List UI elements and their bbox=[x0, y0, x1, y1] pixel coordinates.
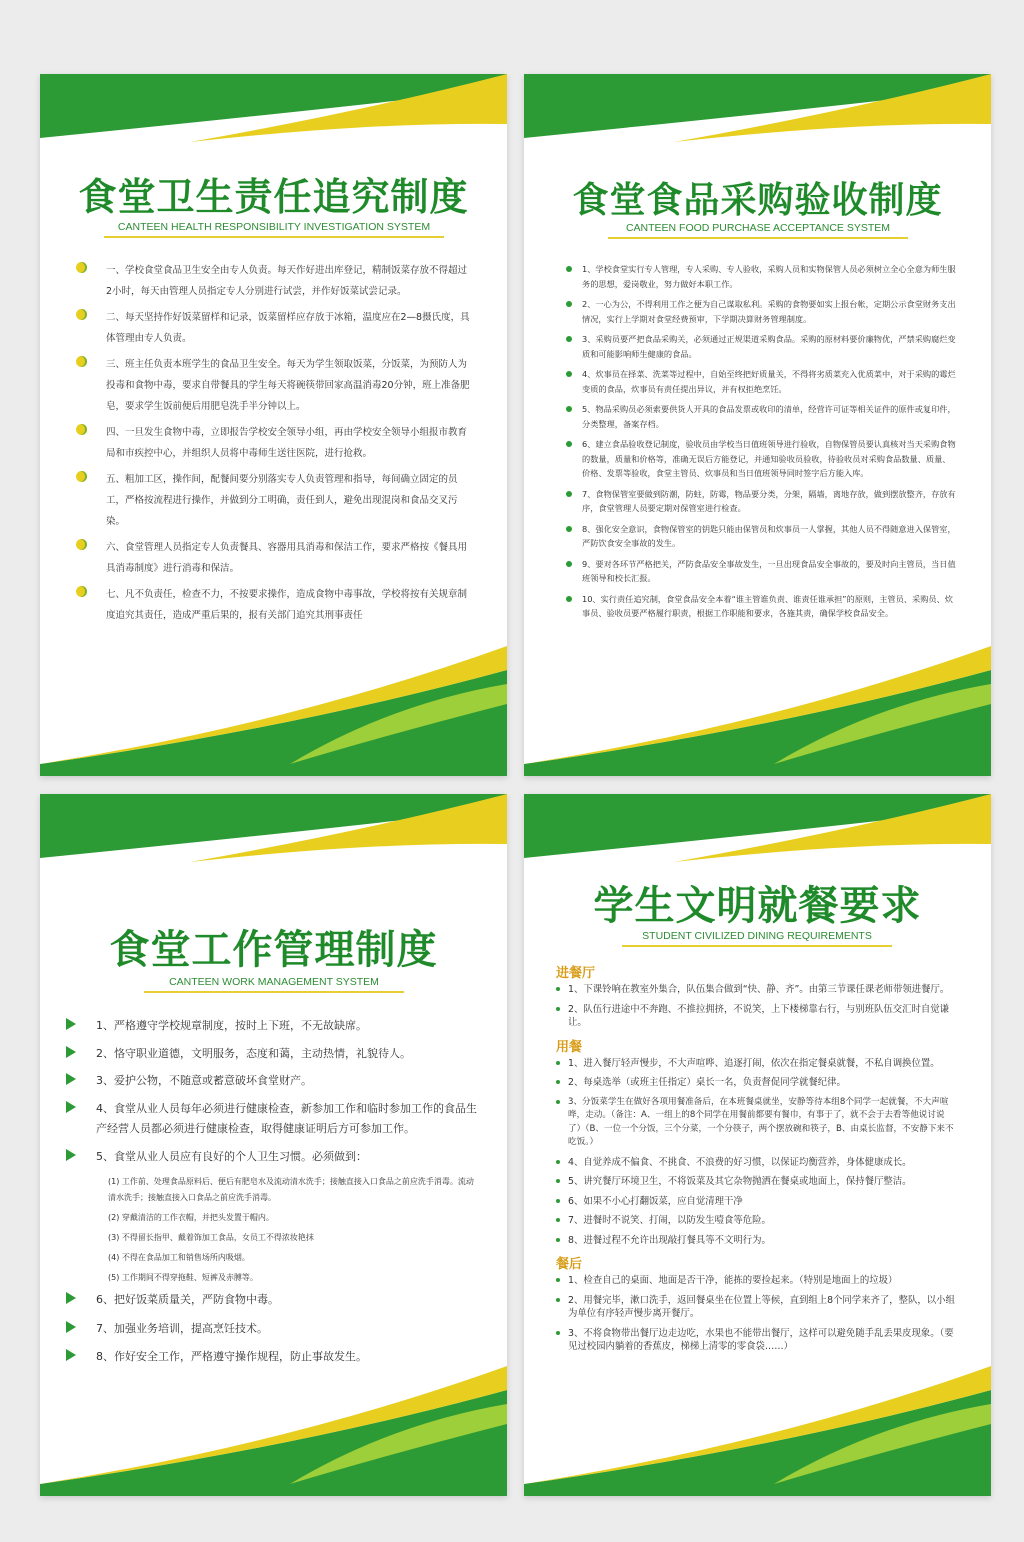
rules-list bbox=[76, 260, 470, 631]
rule-text: 1、检查自己的桌面、地面是否干净，能拣的要捡起来。（特别是地面上的垃圾） bbox=[568, 1275, 898, 1286]
rule-text: 三、班主任负责本班学生的食品卫生安全。每天为学生领取饭菜，分饭菜，为预防人为投毒和食物中毒，要求自带餐具的学生每天将碗筷带回家高温消毒20分钟，班上准备肥皂，要求学生饭前便后用肥皂洗手半分钟以上。 bbox=[106, 359, 470, 412]
poster-work-management bbox=[40, 794, 507, 1496]
rule-text: 二、每天坚持作好饭菜留样和记录，饭菜留样应存放于冰箱，温度应在2—8摄氏度，具体管理由专人负责。 bbox=[106, 312, 470, 344]
rule-text: 五、粗加工区，操作间，配餐间要分别落实专人负责管理和指导，每间确立固定的员工，严格按流程进行操作，并做到分工明确，责任到人，避免出现混岗和食品交叉污染。 bbox=[106, 474, 458, 527]
rule-text: (1) 工作前、处理食品原料后、便后有肥皂水及流动清水洗手；接触直接入口食品之前应洗手消毒。流动清水洗手；接触直接入口食品之前应洗手消毒。 bbox=[108, 1177, 474, 1202]
bullet-dot-icon bbox=[556, 1238, 560, 1242]
rule-item bbox=[556, 1195, 956, 1209]
poster-hygiene-responsibility bbox=[40, 74, 507, 776]
rule-text: (3) 不得留长指甲、戴着饰加工食品，女员工不得浓妆艳抹 bbox=[108, 1233, 314, 1242]
rule-text: 6、如果不小心打翻饭菜，应自觉清理干净 bbox=[568, 1195, 743, 1207]
rule-text: 六、食堂管理人员指定专人负责餐具、容器用具消毒和保洁工作，要求严格按《餐具用具消毒制度》进行消毒和保洁。 bbox=[106, 542, 468, 574]
rule-item bbox=[566, 332, 956, 361]
bullet-dot-icon bbox=[566, 596, 572, 602]
sub-rule-item bbox=[66, 1250, 478, 1266]
triangle-bullet-icon bbox=[66, 1018, 76, 1030]
rule-item bbox=[66, 1347, 478, 1368]
rule-text: 4、食堂从业人员每年必须进行健康检查，新参加工作和临时参加工作的食品生产经营人员都必须进行健康检查，取得健康证明后方可参加工作。 bbox=[96, 1101, 477, 1135]
poster-subtitle: CANTEEN HEALTH RESPONSIBILITY INVESTIGATION SYSTEM bbox=[104, 221, 444, 238]
rule-text: 1、学校食堂实行专人管理，专人采购、专人验收，采购人员和实物保管人员必须树立全心全意为师生服务的思想，爱岗敬业，努力做好本职工作。 bbox=[582, 264, 956, 289]
rule-item bbox=[76, 260, 470, 302]
rule-text: 5、讲究餐厅环境卫生，不将饭菜及其它杂物抛洒在餐桌或地面上，保持餐厅整洁。 bbox=[568, 1176, 912, 1187]
rule-item bbox=[66, 1016, 478, 1037]
rule-item bbox=[556, 1294, 956, 1321]
rule-text: 一、学校食堂食品卫生安全由专人负责。每天作好进出库登记，精制饭菜存放不得超过2小时，每天由管理人员指定专人分别进行试尝，并作好饭菜试尝记录。 bbox=[106, 265, 468, 297]
rule-item bbox=[566, 402, 956, 431]
rule-item bbox=[76, 354, 470, 417]
bullet-dot-icon bbox=[556, 1080, 560, 1084]
triangle-bullet-icon bbox=[66, 1149, 76, 1161]
bullet-dot-icon bbox=[566, 336, 572, 342]
rule-item bbox=[556, 1327, 956, 1354]
bullet-dot-icon bbox=[76, 262, 87, 273]
section-list bbox=[556, 1274, 956, 1354]
rule-text: 7、加强业务培训，提高烹饪技术。 bbox=[96, 1321, 268, 1335]
rule-text: 3、爱护公物，不随意或蓄意破坏食堂财产。 bbox=[96, 1074, 312, 1087]
bullet-dot-icon bbox=[76, 539, 87, 550]
rule-item bbox=[66, 1147, 478, 1168]
rule-item bbox=[556, 1003, 956, 1030]
bullet-dot-icon bbox=[556, 1331, 560, 1335]
bullet-dot-icon bbox=[76, 586, 87, 597]
rule-text: 9、要对各环节严格把关，严防食品安全事故发生，一旦出现食品安全事故的，要及时向主管员，当日值班领导和校长汇报。 bbox=[582, 558, 956, 583]
poster-title: 食堂工作管理制度 bbox=[109, 926, 438, 973]
rule-text: 2、队伍行进途中不奔跑、不推拉拥挤，不说笑，上下楼梯靠右行，与别班队伍交汇时自觉谦让。 bbox=[568, 1003, 949, 1028]
section-list bbox=[556, 1057, 956, 1248]
rule-item bbox=[66, 1290, 478, 1311]
bullet-dot-icon bbox=[556, 1007, 560, 1011]
bullet-dot-icon bbox=[566, 561, 572, 567]
rule-item bbox=[76, 537, 470, 579]
rule-item bbox=[76, 422, 470, 464]
rule-text: 3、分饭菜学生在做好各项用餐准备后，在本班餐桌就坐，安静等待本组8个同学一起就餐，不大声喧哗，走动。（备注：A、一组上的8个同学在用餐前都要有餐巾，有事于了，就不会于去看等他说讨说了）（B、一位一个分饭，三个分菜，一个分筷子，两个摆放碗和筷子，B、由桌长监督，不安静下来不吃饭。） bbox=[568, 1096, 954, 1147]
rule-text: (4) 不得在食品加工和销售场所内吸烟。 bbox=[108, 1253, 250, 1262]
rule-item bbox=[66, 1044, 478, 1065]
poster-title: 食堂卫生责任追究制度 bbox=[78, 174, 469, 219]
rule-item bbox=[566, 487, 956, 516]
bullet-dot-icon bbox=[556, 1199, 560, 1203]
rule-text: 七、凡不负责任，检查不力，不按要求操作，造成食物中毒事故，学校将按有关规章制度追究其责任，造成严重后果的，报有关部门追究其刑事责任 bbox=[106, 589, 468, 621]
rule-text: (5) 工作期间不得穿拖鞋、短裤及赤膊等。 bbox=[108, 1273, 258, 1282]
bullet-dot-icon bbox=[76, 356, 87, 367]
triangle-bullet-icon bbox=[66, 1073, 76, 1085]
rule-text: 8、作好安全工作，严格遵守操作规程，防止事故发生。 bbox=[96, 1350, 367, 1363]
rule-text: 3、采购员要严把食品采购关，必须通过正规渠道采购食品。采购的原材料要价廉物优，严禁采购腐烂变质和可能影响师生健康的食品。 bbox=[582, 334, 956, 359]
rule-text: 5、物品采购员必须索要供货人开具的食品发票或收印的清单，经营许可证等相关证件的原件或复印件，分类整理，备案存档。 bbox=[582, 404, 956, 429]
section-list bbox=[556, 983, 956, 1030]
rule-item bbox=[556, 1175, 956, 1189]
triangle-bullet-icon bbox=[66, 1349, 76, 1361]
rule-item bbox=[66, 1071, 478, 1092]
rule-item bbox=[566, 367, 956, 396]
rule-text: 6、建立食品验收登记制度，验收员由学校当日值班领导进行验收，自物保管员要认真核对当天采购食物的数量，质量和价格等，准确无误后方能登记，并通知验收员验收，待验收员对采购食品数量、质量、价格、发票等验收，食堂主管员、炊事员和当日值班领导同时签字后方能入库。 bbox=[582, 439, 956, 478]
rule-text: 1、严格遵守学校规章制度，按时上下班，不无故缺席。 bbox=[96, 1019, 367, 1032]
poster-title: 食堂食品采购验收制度 bbox=[572, 179, 943, 221]
rule-item bbox=[556, 1214, 956, 1228]
sub-rule-item bbox=[66, 1210, 478, 1226]
section-heading: 餐后 bbox=[556, 1257, 583, 1272]
sub-rule-item bbox=[66, 1174, 478, 1206]
rule-item bbox=[566, 262, 956, 291]
rule-text: 8、强化安全意识，食物保管室的钥匙只能由保管员和炊事员一人掌握，其他人员不得随意进入保管室，严防饮食安全事故的发生。 bbox=[582, 523, 956, 548]
sub-rule-item bbox=[66, 1270, 478, 1286]
triangle-bullet-icon bbox=[66, 1101, 76, 1113]
rule-item bbox=[566, 592, 956, 621]
poster-subtitle: CANTEEN WORK MANAGEMENT SYSTEM bbox=[144, 976, 404, 993]
rule-text: 2、每桌选举（或班主任指定）桌长一名，负责督促同学就餐纪律。 bbox=[568, 1077, 846, 1088]
bullet-dot-icon bbox=[566, 491, 572, 497]
rule-item bbox=[556, 983, 956, 997]
rule-text: 2、恪守职业道德，文明服务，态度和蔼，主动热情，礼貌待人。 bbox=[96, 1046, 411, 1060]
poster-subtitle: STUDENT CIVILIZED DINING REQUIREMENTS bbox=[622, 930, 892, 947]
triangle-bullet-icon bbox=[66, 1046, 76, 1058]
rule-text: 5、食堂从业人员应有良好的个人卫生习惯。必须做到： bbox=[96, 1149, 367, 1163]
bullet-dot-icon bbox=[556, 1298, 560, 1302]
rule-item bbox=[566, 297, 956, 326]
poster-food-purchase bbox=[524, 74, 991, 776]
triangle-bullet-icon bbox=[66, 1321, 76, 1333]
bullet-dot-icon bbox=[566, 266, 572, 272]
bullet-dot-icon bbox=[76, 471, 87, 482]
rule-text: 4、自觉养成不偏食、不挑食、不浪费的好习惯，以保证均衡营养，身体健康成长。 bbox=[568, 1156, 912, 1168]
rule-item bbox=[556, 1156, 956, 1170]
bullet-dot-icon bbox=[556, 1179, 560, 1183]
rule-item bbox=[76, 584, 470, 626]
rule-item bbox=[556, 1274, 956, 1288]
rule-item bbox=[76, 469, 470, 532]
bullet-dot-icon bbox=[566, 371, 572, 377]
rule-text: 4、炊事员在择菜、洗菜等过程中，自始至终把好质量关，不得将劣质菜充入优质菜中，对于采购的霉烂变质的食品，炊事员有责任提出异议，并有权拒绝烹饪。 bbox=[582, 369, 956, 394]
rule-item bbox=[556, 1096, 956, 1150]
rule-text: 7、食物保管室要做到防潮，防蛀，防霉，物品要分类，分架，隔墙，离地存放，做到摆放整齐，存放有序，食堂管理人员要定期对保管室进行检查。 bbox=[582, 488, 956, 513]
rule-text: 2、用餐完毕，漱口洗手，返回餐桌坐在位置上等候，直到组上8个同学来齐了，整队，以小组为单位有序轻声慢步离开餐厅。 bbox=[568, 1294, 955, 1319]
bullet-dot-icon bbox=[566, 406, 572, 412]
rule-text: 6、把好饭菜质量关，严防食物中毒。 bbox=[96, 1293, 279, 1306]
rule-text: 2、一心为公，不得利用工作之便为自己谋取私利。采购的食物要如实上报台帐，定期公示食堂财务支出情况，实行上学期对食堂经费预审，下学期决算财务管理制度。 bbox=[582, 299, 956, 324]
rules-list bbox=[66, 1016, 478, 1376]
rule-text: 7、进餐时不说笑、打闹，以防发生噎食等危险。 bbox=[568, 1215, 771, 1226]
bullet-dot-icon bbox=[556, 1278, 560, 1282]
sub-rule-item bbox=[66, 1230, 478, 1246]
rule-item bbox=[566, 557, 956, 586]
rules-list bbox=[566, 262, 956, 627]
rule-text: 1、下课铃响在教室外集合，队伍集合做到“快、静、齐”。由第三节课任课老师带领进餐厅。 bbox=[568, 984, 950, 995]
rule-text: 8、进餐过程不允许出现敲打餐具等不文明行为。 bbox=[568, 1234, 771, 1246]
bullet-dot-icon bbox=[566, 441, 572, 447]
rule-text: 10、实行责任追究制，食堂食品安全本着“谁主管谁负责、谁责任谁承担”的原则，主管员、采购员、炊事员、验收员要严格履行职责，根据工作职能和要求，各施其责，确保学校食品安全。 bbox=[582, 593, 953, 618]
triangle-bullet-icon bbox=[66, 1292, 76, 1304]
rule-item bbox=[556, 1057, 956, 1071]
poster-subtitle: CANTEEN FOOD PURCHASE ACCEPTANCE SYSTEM bbox=[608, 222, 908, 239]
bullet-dot-icon bbox=[556, 987, 560, 991]
rule-text: 1、进入餐厅轻声慢步，不大声喧哗、追逐打闹，依次在指定餐桌就餐，不私自调换位置。 bbox=[568, 1057, 940, 1069]
poster-title: 学生文明就餐要求 bbox=[593, 882, 922, 929]
rule-item bbox=[66, 1099, 478, 1140]
rule-item bbox=[566, 522, 956, 551]
rule-text: 四、一旦发生食物中毒，立即报告学校安全领导小组，再由学校安全领导小组报市教育局和市疾控中心，并组织人员将中毒师生送往医院，进行抢救。 bbox=[106, 427, 468, 459]
bullet-dot-icon bbox=[556, 1160, 560, 1164]
rule-item bbox=[556, 1234, 956, 1248]
rule-text: 3、不将食物带出餐厅边走边吃，水果也不能带出餐厅，这样可以避免随手乱丢果皮现象。（要见过校园内躺着的香蕉皮，梯梯上清零的零食袋……） bbox=[568, 1327, 954, 1352]
bullet-dot-icon bbox=[566, 526, 572, 532]
rule-item bbox=[66, 1319, 478, 1340]
bullet-dot-icon bbox=[76, 309, 87, 320]
rule-text: (2) 穿戴清洁的工作衣帽，并把头发置于帽内。 bbox=[108, 1213, 274, 1222]
rule-item bbox=[76, 307, 470, 349]
bullet-dot-icon bbox=[556, 1100, 560, 1104]
bullet-dot-icon bbox=[76, 424, 87, 435]
rules-sections bbox=[556, 958, 956, 1360]
bullet-dot-icon bbox=[556, 1218, 560, 1222]
section-heading: 用餐 bbox=[556, 1039, 583, 1055]
rule-item bbox=[566, 437, 956, 481]
poster-dining-requirements bbox=[524, 794, 991, 1496]
rule-item bbox=[556, 1076, 956, 1090]
section-heading: 进餐厅 bbox=[556, 966, 596, 981]
bullet-dot-icon bbox=[556, 1061, 560, 1065]
bullet-dot-icon bbox=[566, 301, 572, 307]
